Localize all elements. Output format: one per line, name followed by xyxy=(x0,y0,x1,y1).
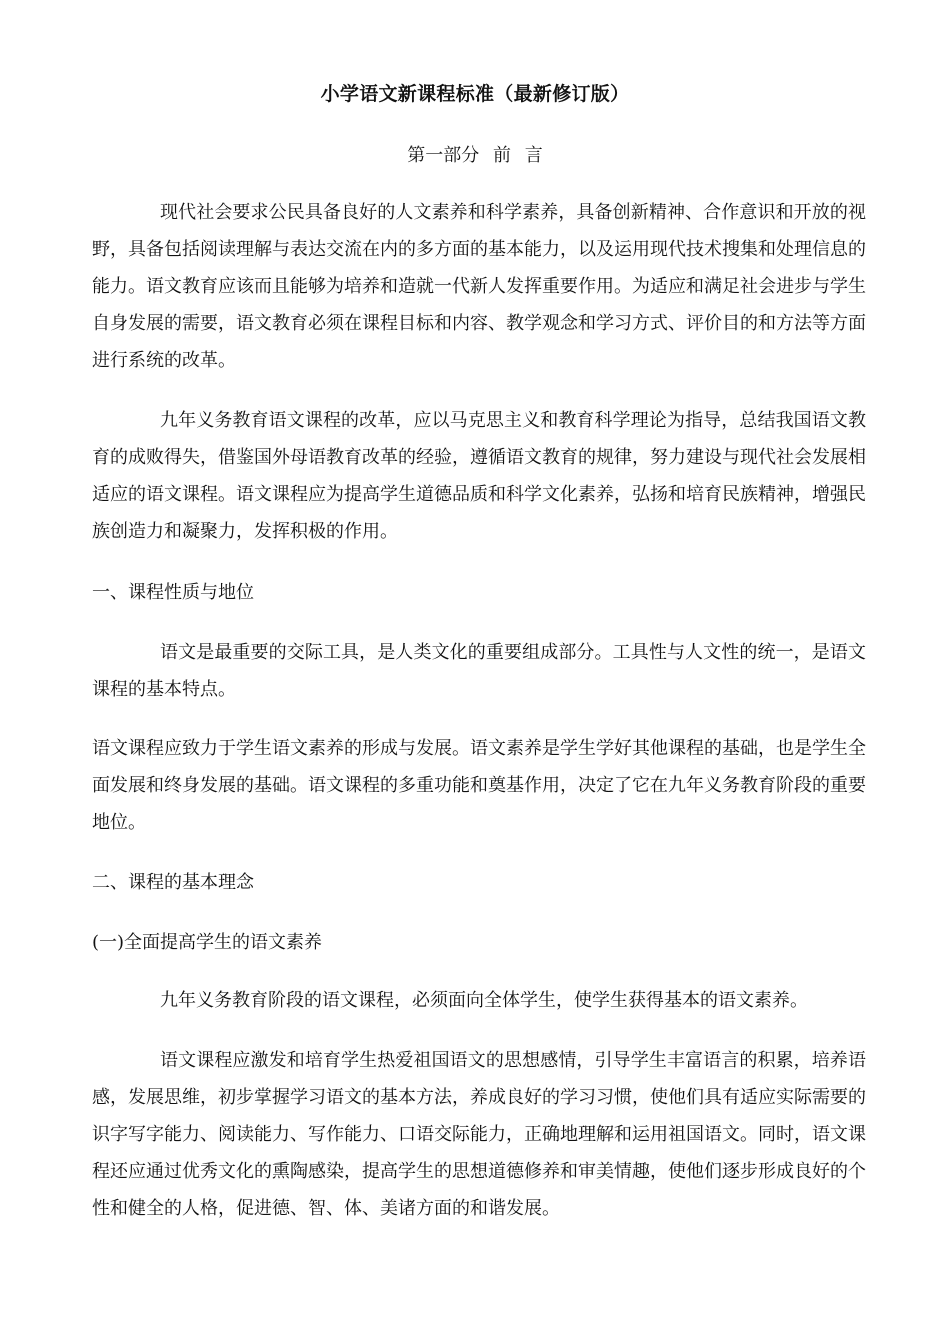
paragraph-intro-1: 现代社会要求公民具备良好的人文素养和科学素养，具备创新精神、合作意识和开放的视野，具备包括阅读理解与表达交流在内的多方面的基本能力，以及运用现代技术搜集和处理信息的能力。语文教育应该而且能够为培养和造就一代新人发挥重要作用。为适应和满足社会进步与学生自身发展的需要，语文教育必须在课程目标和内容、教学观念和学习方式、评价目的和方法等方面进行系统的改革。 xyxy=(92,202,866,371)
subsection-heading-literacy: (一)全面提高学生的语文素养 xyxy=(92,932,323,953)
paragraph-nature-2: 语文课程应致力于学生语文素养的形成与发展。语文素养是学生学好其他课程的基础，也是学生全面发展和终身发展的基础。语文课程的多重功能和奠基作用，决定了它在九年义务教育阶段的重要地位。 xyxy=(92,738,866,833)
paragraph-intro-2: 九年义务教育语文课程的改革，应以马克思主义和教育科学理论为指导，总结我国语文教育的成败得失，借鉴国外母语教育改革的经验，遵循语文教育的规律，努力建设与现代社会发展相适应的语文课程。语文课程应为提高学生道德品质和科学文化素养，弘扬和培育民族精神，增强民族创造力和凝聚力，发挥积极的作用。 xyxy=(92,410,866,542)
section-heading-nature: 一、课程性质与地位 xyxy=(92,582,254,603)
paragraph-literacy-1: 九年义务教育阶段的语文课程，必须面向全体学生，使学生获得基本的语文素养。 xyxy=(160,990,808,1011)
paragraph-literacy-2: 语文课程应激发和培育学生热爱祖国语文的思想感情，引导学生丰富语言的积累，培养语感，发展思维，初步掌握学习语文的基本方法，养成良好的学习习惯，使他们具有适应实际需要的识字写字能力、阅读能力、写作能力、口语交际能力，正确地理解和运用祖国语文。同时，语文课程还应通过优秀文化的熏陶感染，提高学生的思想道德修养和审美情趣，使他们逐步形成良好的个性和健全的人格，促进德、智、体、美诸方面的和谐发展。 xyxy=(92,1050,866,1219)
part-heading: 第一部分 前 言 xyxy=(407,145,543,166)
paragraph-nature-1: 语文是最重要的交际工具，是人类文化的重要组成部分。工具性与人文性的统一，是语文课程的基本特点。 xyxy=(92,642,866,700)
section-heading-concepts: 二、课程的基本理念 xyxy=(92,872,254,893)
document-title: 小学语文新课程标准（最新修订版） xyxy=(320,83,630,105)
